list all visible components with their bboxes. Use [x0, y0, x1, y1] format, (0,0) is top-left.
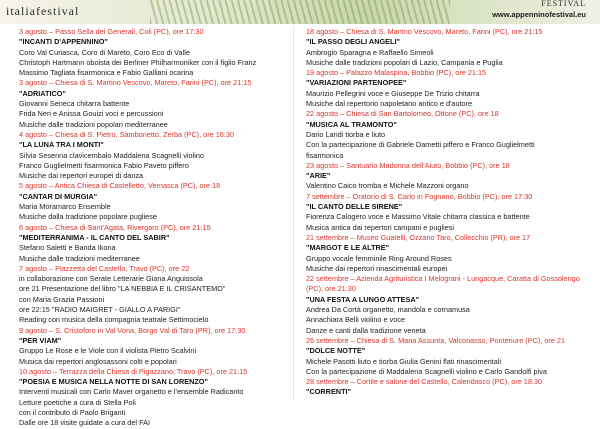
event-date-location: 28 settembre – Cortile e salone del Castello, Calendasco (PC), ore 18:30: [306, 377, 543, 387]
event-detail: Giovanni Seneca chitarra battente: [19, 99, 130, 109]
event-entry: [306, 109, 591, 160]
event-entry: [306, 377, 591, 398]
event-date-location: 7 settembre – Oratorio di S. Carlo in Fognano, Bobbio (PC), ore 17:30: [306, 191, 533, 201]
event-entry: [19, 264, 284, 326]
event-entry: [19, 326, 284, 367]
event-date-location: 4 agosto – Chiesa di S. Pietro, Sambonetto, Zerba (PC), ore 16:30: [19, 129, 234, 139]
event-entry: [306, 161, 591, 192]
event-detail: Dario Landi tiorba e liuto: [306, 129, 386, 139]
festival-logo: [541, 0, 586, 8]
event-entry: [306, 27, 591, 68]
event-title: "MUSICA AL TRAMONTO": [306, 119, 397, 129]
event-date-location: 10 agosto – Terrazza della Chiesa di Pigazzano, Travo (PC), ore 21:15: [19, 366, 248, 376]
event-detail: Frida Neri e Anissa Gouizi voci e percussioni: [19, 109, 164, 119]
event-detail: Ambrogio Sparagna e Raffaello Simeoli: [306, 47, 434, 57]
event-detail: ore 22:15 "RADIO MAIGRET - GIALLO A PARIGI": [19, 305, 181, 315]
event-detail: ore 21 Presentazione del libro "LA NEBBIA E IL CRISANTEMO": [19, 284, 226, 294]
program-right-column: [306, 27, 591, 398]
event-entry: [19, 27, 284, 78]
event-entry: [19, 130, 284, 181]
program-left-column: [19, 27, 284, 429]
event-date-location: 7 agosto – Piazzetta del Castello, Travo (PC), ore 22: [19, 263, 190, 273]
event-entry: [306, 336, 591, 377]
event-date-location: 26 settembre – Chiesa di S. Maria Assunta, Valconasso, Pontenure (PC), ore 21: [306, 335, 566, 345]
event-detail: Maria Moramarco Ensemble: [19, 202, 111, 212]
event-title: "MARGOT E LE ALTRE": [306, 243, 390, 253]
event-date-location: 21 settembre – Museo Guatelli, Ozzano Taro, Collecchio (PR), ore 17: [306, 232, 531, 242]
event-detail: Musiche dai repertori europei di danza: [19, 171, 144, 181]
event-detail: in collaborazione con Serate Letterarie Giana Anguissola: [19, 274, 203, 284]
event-detail: Musiche dalle tradizioni popolari mediterranee: [19, 119, 168, 129]
event-detail: Gruppo vocale femminile Ring Around Roses: [306, 253, 452, 263]
event-entry: [306, 233, 591, 274]
event-detail: Dalle ore 18 visite guidate a cura del FAI: [19, 418, 151, 428]
event-detail: Annachiara Belli violino e voce: [306, 315, 405, 325]
event-detail: Valentino Caico tromba e Michele Mazzoni organo: [306, 181, 469, 191]
event-detail: con il contributo di Paolo Briganti: [19, 407, 126, 417]
event-detail: Silvia Sesenna clavicembalo Maddalena Scagnelli violino: [19, 150, 204, 160]
event-entry: [306, 68, 591, 109]
event-date-location: 3 agosto – Chiesa di S. Martino Vescovo, Mareto, Farini (PC), ore 21:15: [19, 78, 252, 88]
event-entry: [306, 274, 591, 336]
event-date-location: 6 agosto – Chiesa di Sant'Agata, Rivergaro (PC), ore 21:15: [19, 222, 211, 232]
event-title: "CANTAR DI MURGIA": [19, 191, 98, 201]
event-title: "VARIAZIONI PARTENOPEE": [306, 78, 407, 88]
event-title: "POESIA E MUSICA NELLA NOTTE DI SAN LORENZO": [19, 377, 208, 387]
header-banner: [0, 0, 600, 24]
event-title: "DOLCE NOTTE": [306, 346, 366, 356]
event-date-location: 18 agosto – Chiesa di S. Martino Vescovo, Mareto, Farini (PC), ore 21:15: [306, 27, 543, 36]
event-date-location: 3 agosto – Passo Sella dei Generali, Coli (PC), ore 17:30: [19, 27, 204, 36]
event-title: "UNA FESTA A LUNGO ATTESA": [306, 294, 420, 304]
event-detail: Danze e canti dalla tradizione veneta: [306, 325, 426, 335]
event-entry: [19, 367, 284, 429]
event-detail: Musica antica dai repertori campani e pugliesi: [306, 222, 455, 232]
event-date-location: 9 agosto – S. Cristoforo in Val Vona, Borgo Val di Taro (PR), ore 17:30: [19, 325, 246, 335]
event-title: "INCANTI D'APPENNINO": [19, 37, 108, 47]
event-detail: Interventi musicali con Carlo Maver organetto e l'ensemble Radicanto: [19, 387, 244, 397]
event-title: "IL PASSO DEGLI ANGELI": [306, 37, 400, 47]
brand-text: italiafestival: [6, 4, 80, 18]
event-title: "PER VIAM": [19, 335, 62, 345]
event-detail: con Maria Grazia Passioni: [19, 294, 105, 304]
event-detail: Con la partecipazione di Gabriele Dametti piffero e Franco Guglielmetti: [306, 140, 535, 150]
festival-logo-text: FESTIVAL: [541, 0, 586, 8]
event-detail: Musiche dai repertori rinascimentali europei: [306, 263, 448, 273]
event-date-location: 19 agosto – Palazzo Malaspina, Bobbio (PC), ore 21:15: [306, 68, 487, 78]
event-detail: Michele Pasotti liuto e tiorba Giulia Genini flati rinascimentali: [306, 356, 502, 366]
event-detail: Maurizio Pellegrini voce e Giuseppe De Trizio chitarra: [306, 88, 480, 98]
event-entry: [19, 181, 284, 222]
event-detail: Andrea Da Cortà organetto, mandola e cornamusa: [306, 305, 470, 315]
event-title: "CORRENTI": [306, 387, 352, 397]
event-detail: Musiche dalla tradizione popolare pugliese: [19, 212, 157, 222]
event-detail: Stefano Saletti e Banda Ikona: [19, 243, 116, 253]
event-entry: [19, 78, 284, 129]
event-date-location: 23 agosto – Santuario Madonna dell'Aiuto, Bobbio (PC), ore 18: [306, 160, 510, 170]
event-title: "MEDITERRANIMA - IL CANTO DEL SABIR": [19, 232, 170, 242]
event-detail: Musiche dalle tradizioni mediterranee: [19, 253, 140, 263]
banner-grass-image: [150, 0, 450, 24]
event-entry: [19, 223, 284, 264]
event-date-location: 5 agosto – Antica Chiesa di Castelletto, Vernasca (PC), ore 18: [19, 181, 221, 191]
event-title: "ADRIATICO": [19, 88, 66, 98]
event-detail: Christoph Hartmann oboista dei Berliner Philharmoniker con il figlio Franz: [19, 57, 257, 67]
event-detail: Massimo Tagliata fisarmonica e Fabio Galliani ocarina: [19, 68, 194, 78]
event-detail: fisarmonica: [306, 150, 344, 160]
column-divider: [293, 26, 294, 400]
event-detail: Coro Val Curiasca, Coro di Mareto, Coro Eco di Valle: [19, 47, 190, 57]
event-detail: Gruppo Le Rose e le Viole con il violista Pietro Scalvini: [19, 346, 197, 356]
event-title: "ARIE": [306, 171, 331, 181]
event-detail: Musiche dal repertorio napoletano antico e d'autore: [306, 99, 473, 109]
event-detail: Fiorenza Calogero voce e Massimo Vitale chitarra classica e battente: [306, 212, 530, 222]
event-detail: Musiche dalle tradizioni popolari di Lazio, Campania e Puglia: [306, 57, 503, 67]
brand-logo: [6, 4, 79, 19]
event-date-location: 22 settembre – Azienda Agrituristica I Melograni - Lungacque, Caratta di Gossolengo (PC), ore 21:30: [306, 274, 580, 294]
event-detail: Musica dai repertori anglosassoni colti e popolari: [19, 356, 177, 366]
event-detail: Letture poetiche a cura di Stella Poli: [19, 397, 136, 407]
website-link[interactable]: www.appenninofestival.eu: [492, 10, 586, 19]
event-date-location: 22 agosto – Chiesa di San Bartolomeo, Ottone (PC), ore 18: [306, 109, 499, 119]
event-entry: [306, 192, 591, 233]
event-detail: Con la partecipazione di Maddalena Scagnelli violino e Carlo Gandolfi piva: [306, 366, 547, 376]
event-title: "LA LUNA TRA I MONTI": [19, 140, 104, 150]
event-detail: Reading con musica della compagnia teatrale Settimocielo: [19, 315, 209, 325]
event-detail: Franco Guglielmetti fisarmonica Fabio Paveto piffero: [19, 160, 189, 170]
event-title: "IL CANTO DELLE SIRENE": [306, 202, 403, 212]
